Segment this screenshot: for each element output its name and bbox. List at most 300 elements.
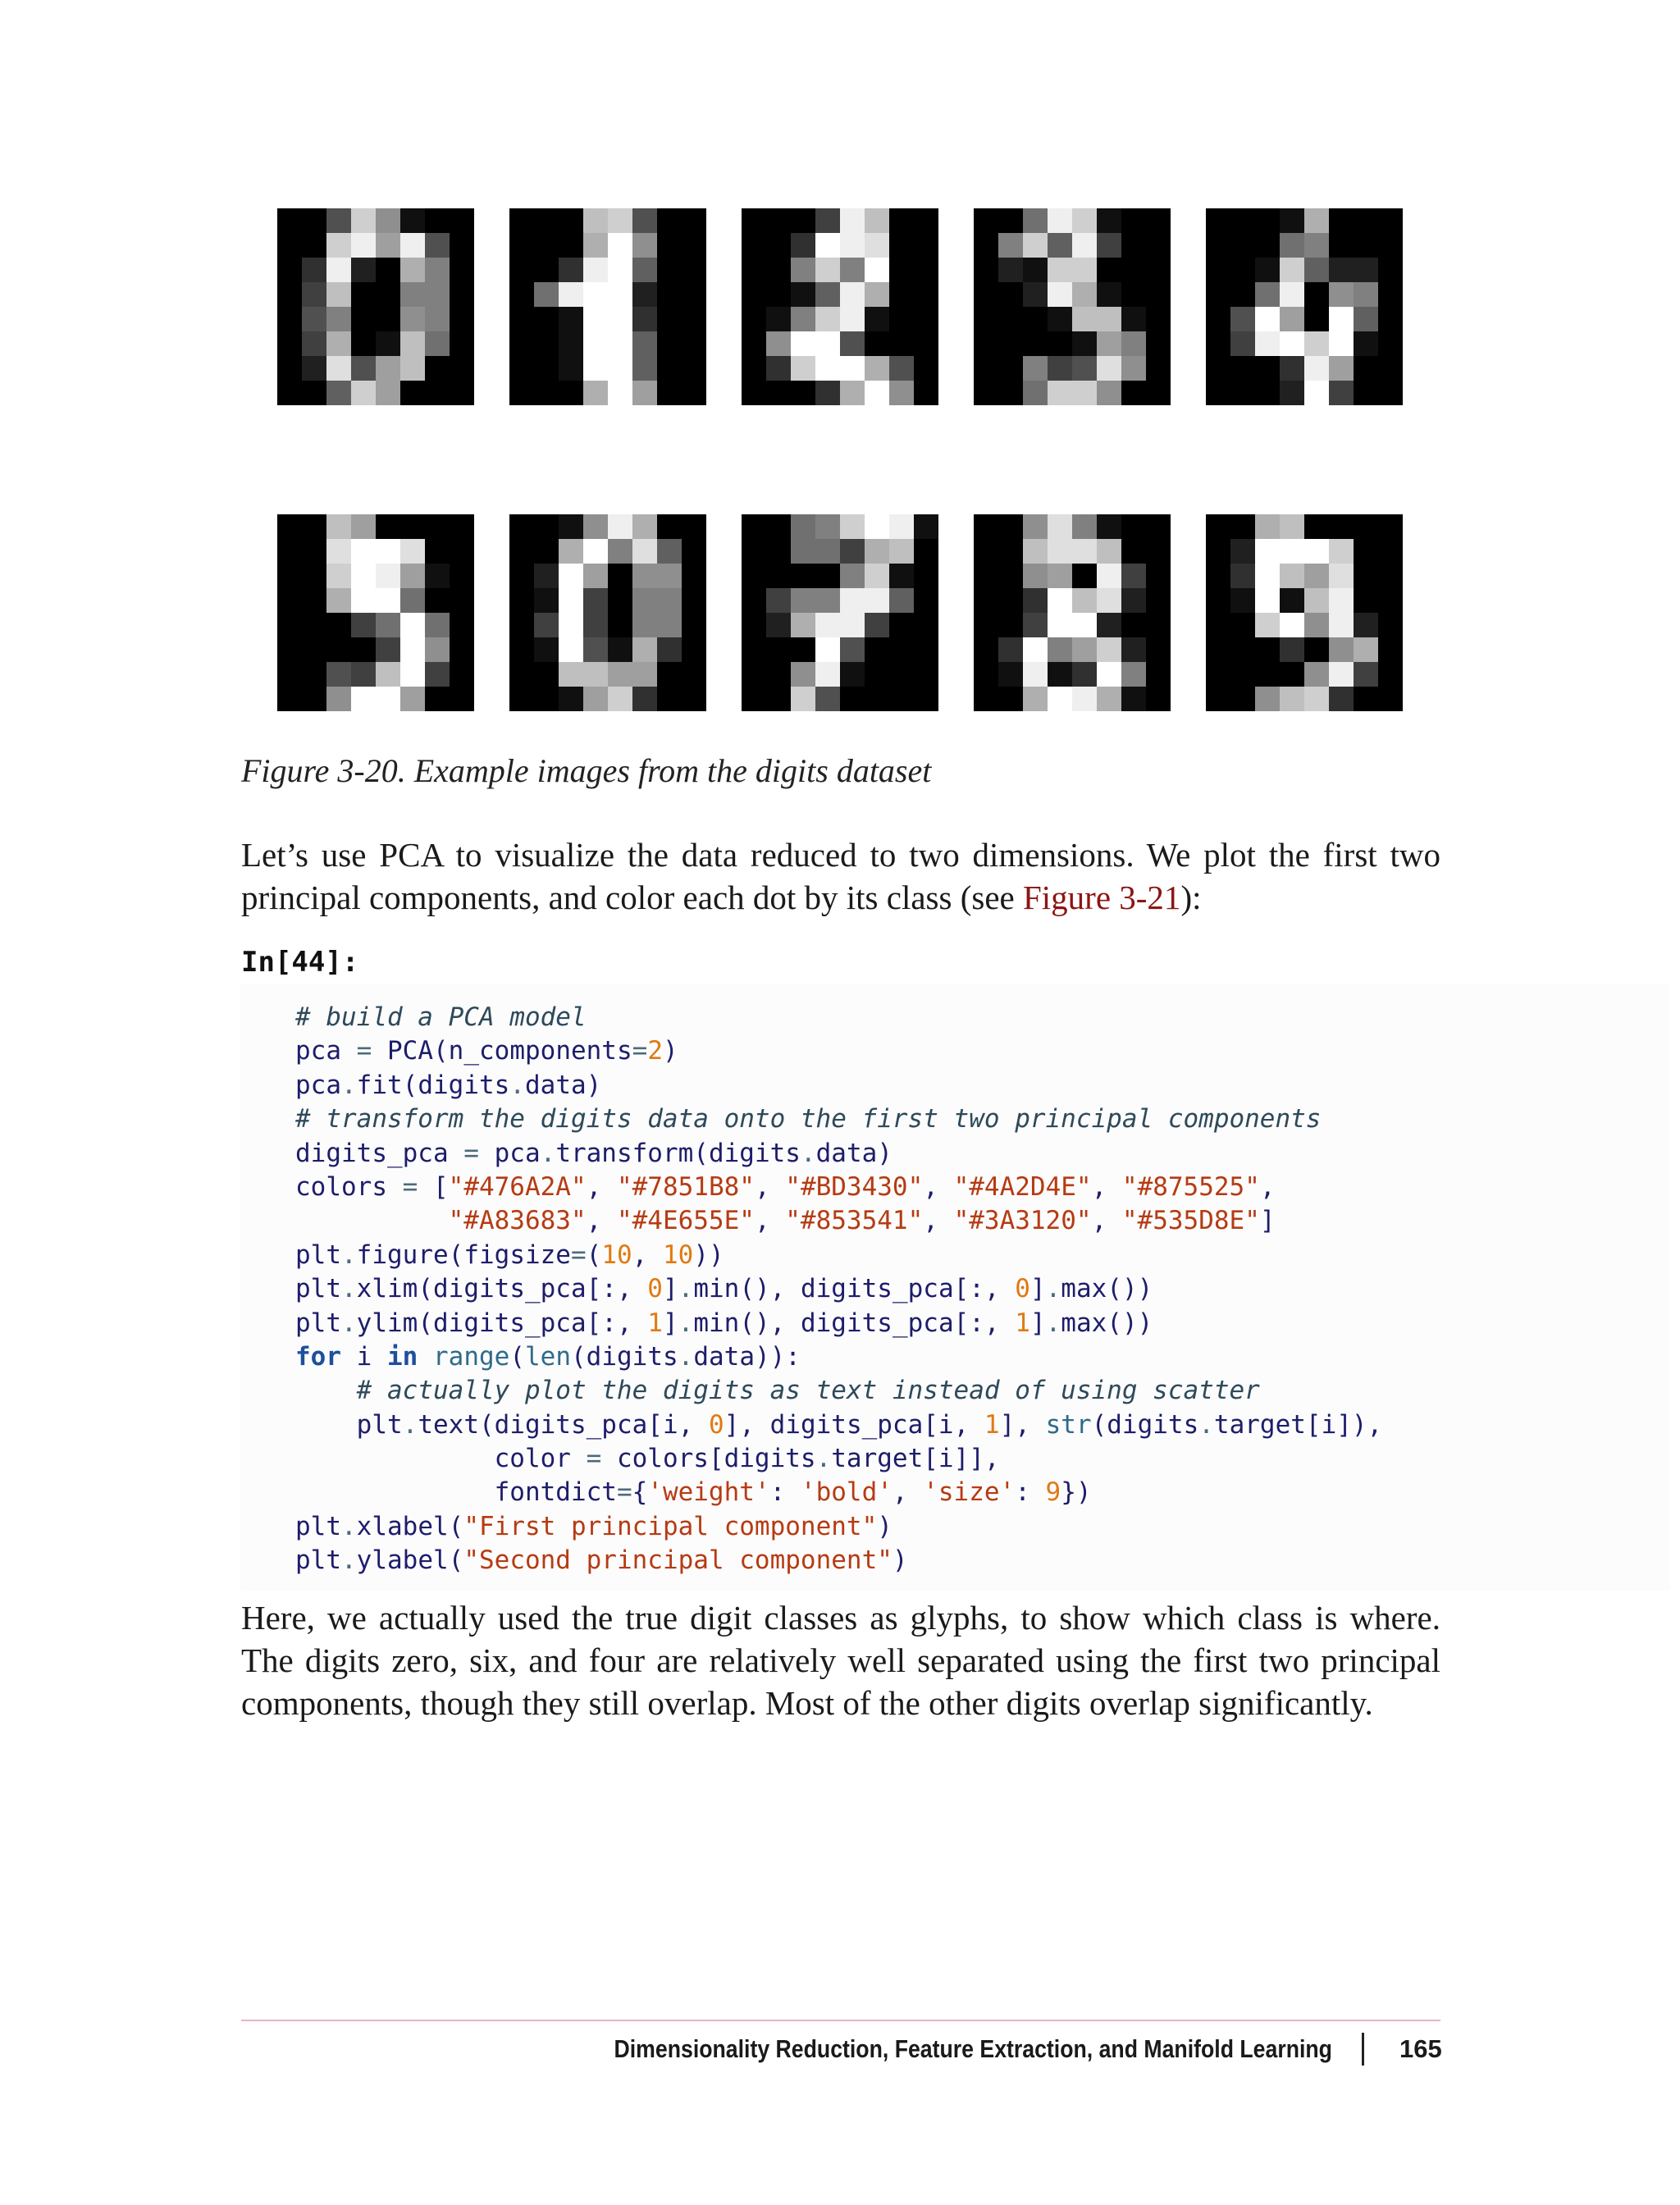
code-token: i [341, 1341, 387, 1372]
digit-image [509, 514, 706, 711]
digit-pixel [742, 258, 766, 282]
digit-pixel [657, 539, 682, 564]
code-line [295, 1272, 1382, 1306]
digit-pixel [1230, 233, 1255, 258]
digit-pixel [509, 381, 534, 405]
digit-pixel [1146, 307, 1171, 331]
digit-pixel [974, 282, 998, 307]
digit-pixel [376, 539, 400, 564]
digit-pixel [608, 282, 632, 307]
digit-pixel [559, 356, 583, 381]
digit-pixel [1023, 258, 1048, 282]
digit-pixel [534, 233, 559, 258]
code-token: . [509, 1070, 525, 1100]
paragraph-text: ): [1180, 879, 1202, 916]
digit-pixel [682, 233, 706, 258]
digit-pixel [742, 588, 766, 613]
digit-pixel [682, 687, 706, 711]
digit-pixel [583, 381, 608, 405]
digit-pixel [974, 381, 998, 405]
digit-pixel [632, 233, 657, 258]
code-token: plt [295, 1274, 341, 1304]
digit-pixel [326, 356, 351, 381]
digit-pixel [302, 539, 326, 564]
digit-pixel [376, 307, 400, 331]
digit-pixel [509, 258, 534, 282]
digit-pixel [1255, 588, 1280, 613]
digit-image [509, 208, 706, 405]
digit-pixel [766, 637, 791, 662]
digit-pixel [376, 687, 400, 711]
code-token: digits_pca [433, 1308, 587, 1338]
code-token: data [693, 1341, 755, 1372]
digit-pixel [914, 613, 938, 637]
digit-pixel [914, 282, 938, 307]
digit-pixel [326, 662, 351, 687]
code-token: = [448, 1138, 495, 1168]
digit-pixel [608, 233, 632, 258]
digit-pixel [1097, 514, 1121, 539]
digit-pixel [766, 613, 791, 637]
digit-pixel [766, 514, 791, 539]
digit-pixel [509, 233, 534, 258]
digit-pixel [840, 539, 865, 564]
digit-pixel [450, 258, 474, 282]
code-token: ( [586, 1239, 602, 1270]
digit-pixel [1354, 514, 1378, 539]
digit-pixel [1354, 613, 1378, 637]
digit-pixel [998, 331, 1023, 356]
code-token: max [1061, 1274, 1107, 1304]
digit-pixel [583, 282, 608, 307]
digit-pixel [1023, 331, 1048, 356]
code-token [418, 1342, 433, 1372]
digit-pixel [791, 331, 815, 356]
digit-pixel [1329, 662, 1354, 687]
digit-pixel [559, 662, 583, 687]
digit-pixel [865, 258, 889, 282]
digit-pixel [1304, 233, 1329, 258]
digit-image [742, 208, 938, 405]
digit-pixel [277, 539, 302, 564]
code-line [295, 1340, 1382, 1374]
digit-pixel [766, 331, 791, 356]
digit-pixel [559, 687, 583, 711]
code-token: plt [295, 1409, 403, 1440]
digit-pixel [1097, 282, 1121, 307]
digit-pixel [509, 282, 534, 307]
digit-pixel [1146, 331, 1171, 356]
digit-pixel [632, 637, 657, 662]
digit-pixel [425, 282, 450, 307]
code-token: range [433, 1341, 510, 1372]
digit-pixel [998, 687, 1023, 711]
code-token: . [1198, 1409, 1214, 1440]
code-token: ( [418, 1274, 433, 1304]
code-token: . [341, 1239, 357, 1270]
digit-pixel [509, 687, 534, 711]
code-line [295, 1171, 1382, 1204]
digit-pixel [657, 687, 682, 711]
code-token: [i]], [923, 1444, 1000, 1474]
code-token: , [892, 1477, 924, 1508]
digit-pixel [998, 282, 1023, 307]
digit-pixel [326, 588, 351, 613]
digit-image [277, 208, 474, 405]
digit-pixel [1354, 539, 1378, 564]
code-token: . [678, 1341, 694, 1372]
digit-pixel [583, 258, 608, 282]
digit-pixel [1121, 564, 1146, 588]
digit-pixel [914, 331, 938, 356]
digit-pixel [1206, 282, 1230, 307]
digit-pixel [277, 637, 302, 662]
code-token: [:, [953, 1274, 1016, 1304]
digit-pixel [376, 381, 400, 405]
digit-pixel [815, 331, 840, 356]
digit-pixel [742, 307, 766, 331]
code-token: [ [708, 1444, 724, 1474]
digit-pixel [815, 637, 840, 662]
digit-pixel [326, 381, 351, 405]
digit-pixel [1378, 233, 1403, 258]
code-line [295, 1408, 1382, 1442]
code-token: 'weight' [647, 1477, 770, 1508]
code-token: . [1045, 1274, 1061, 1304]
digit-pixel [583, 637, 608, 662]
code-token: digits_pca [800, 1274, 954, 1304]
digit-pixel [889, 564, 914, 588]
code-token: ( [509, 1341, 525, 1372]
code-token: , [1091, 1171, 1122, 1202]
digit-pixel [815, 356, 840, 381]
digit-pixel [450, 356, 474, 381]
code-token: "Second principal component" [463, 1545, 892, 1576]
code-token: digits [1107, 1409, 1199, 1440]
code-token: = [341, 1036, 387, 1066]
digit-image [1206, 208, 1403, 405]
digit-pixel [559, 539, 583, 564]
digit-pixel [1023, 539, 1048, 564]
digit-pixel [914, 539, 938, 564]
digit-pixel [632, 564, 657, 588]
digit-pixel [326, 539, 351, 564]
digit-pixel [559, 208, 583, 233]
code-token: ( [448, 1545, 464, 1576]
digit-pixel [351, 687, 376, 711]
digit-pixel [865, 588, 889, 613]
code-line [295, 1374, 1382, 1408]
code-token: max [1061, 1308, 1107, 1338]
figure-caption: Figure 3-20. Example images from the digits dataset [241, 752, 932, 789]
digit-pixel [742, 331, 766, 356]
digit-pixel [791, 613, 815, 637]
digit-pixel [302, 356, 326, 381]
digit-pixel [326, 514, 351, 539]
digit-pixel [1304, 687, 1329, 711]
code-token: . [402, 1409, 418, 1440]
digit-pixel [815, 514, 840, 539]
code-line [295, 1510, 1382, 1544]
code-listing [295, 1001, 1382, 1578]
digit-pixel [889, 662, 914, 687]
code-token: target [1213, 1409, 1306, 1440]
code-token: fontdict [295, 1477, 617, 1508]
figure-reference-link[interactable]: Figure 3-21 [1022, 879, 1181, 916]
digit-pixel [1280, 662, 1304, 687]
digit-pixel [509, 662, 534, 687]
digit-pixel [865, 514, 889, 539]
digit-pixel [865, 539, 889, 564]
code-line [295, 1239, 1382, 1272]
code-token: 0 [1015, 1274, 1030, 1304]
digit-pixel [914, 233, 938, 258]
digit-pixel [277, 687, 302, 711]
digit-pixel [865, 381, 889, 405]
digit-pixel [534, 613, 559, 637]
digit-pixel [815, 539, 840, 564]
digit-pixel [534, 282, 559, 307]
digit-pixel [865, 356, 889, 381]
digit-pixel [1329, 331, 1354, 356]
digit-pixel [889, 307, 914, 331]
code-token: plt [295, 1511, 341, 1541]
digit-pixel [608, 637, 632, 662]
digit-pixel [450, 208, 474, 233]
code-line [295, 1034, 1382, 1068]
code-line [295, 1442, 1382, 1476]
digit-pixel [1255, 208, 1280, 233]
digit-pixel [351, 258, 376, 282]
digit-pixel [450, 331, 474, 356]
digit-pixel [450, 637, 474, 662]
digit-pixel [657, 307, 682, 331]
digit-pixel [1329, 282, 1354, 307]
digit-pixel [1280, 613, 1304, 637]
code-token: [:, [953, 1308, 1016, 1338]
digit-pixel [277, 233, 302, 258]
digit-pixel [1048, 356, 1072, 381]
digit-pixel [326, 331, 351, 356]
digit-pixel [1354, 258, 1378, 282]
digit-pixel [889, 539, 914, 564]
digit-pixel [791, 687, 815, 711]
digit-pixel [1206, 233, 1230, 258]
digit-pixel [302, 687, 326, 711]
code-token: for [295, 1341, 341, 1372]
digit-pixel [974, 514, 998, 539]
digit-pixel [1230, 588, 1255, 613]
digit-pixel [1354, 356, 1378, 381]
digit-pixel [376, 662, 400, 687]
code-token: . [678, 1274, 694, 1304]
digit-pixel [302, 208, 326, 233]
digit-pixel [351, 356, 376, 381]
digit-pixel [509, 331, 534, 356]
digit-pixel [682, 539, 706, 564]
digit-pixel [583, 208, 608, 233]
digit-pixel [791, 208, 815, 233]
digit-pixel [534, 662, 559, 687]
code-token: 10 [662, 1239, 694, 1270]
digit-image [974, 514, 1171, 711]
digit-pixel [1280, 588, 1304, 613]
digit-pixel [1230, 307, 1255, 331]
digit-pixel [1354, 381, 1378, 405]
digit-pixel [277, 331, 302, 356]
digit-pixel [1280, 637, 1304, 662]
digit-pixel [998, 307, 1023, 331]
code-token: "#4E655E" [616, 1206, 755, 1236]
digit-pixel [1097, 637, 1121, 662]
digit-pixel [425, 356, 450, 381]
digit-pixel [302, 331, 326, 356]
code-token: min [693, 1274, 740, 1304]
digit-pixel [1206, 208, 1230, 233]
code-token: xlim [356, 1274, 418, 1304]
digit-pixel [914, 687, 938, 711]
digit-pixel [1097, 539, 1121, 564]
code-token: n_components [448, 1036, 632, 1066]
digit-pixel [889, 687, 914, 711]
digit-pixel [1329, 637, 1354, 662]
code-token: [i]), [1305, 1409, 1383, 1440]
digit-pixel [766, 208, 791, 233]
digit-pixel [742, 233, 766, 258]
code-token: "#3A3120" [953, 1206, 1092, 1236]
digit-pixel [914, 258, 938, 282]
digit-pixel [559, 637, 583, 662]
digit-pixel [1354, 331, 1378, 356]
digit-pixel [632, 514, 657, 539]
code-token: colors [295, 1171, 387, 1202]
digit-pixel [791, 514, 815, 539]
digit-pixel [791, 356, 815, 381]
digit-pixel [1206, 539, 1230, 564]
digit-pixel [742, 564, 766, 588]
digit-pixel [1121, 381, 1146, 405]
digit-pixel [632, 613, 657, 637]
code-token: pca [494, 1138, 541, 1168]
digit-pixel [1255, 564, 1280, 588]
digit-pixel [657, 331, 682, 356]
digit-pixel [351, 613, 376, 637]
digit-pixel [1280, 208, 1304, 233]
digit-pixel [400, 514, 425, 539]
code-line [295, 1544, 1382, 1577]
digit-pixel [657, 356, 682, 381]
digit-pixel [1280, 282, 1304, 307]
digit-pixel [1230, 282, 1255, 307]
code-token: , [1091, 1206, 1122, 1236]
digit-pixel [326, 307, 351, 331]
code-line [295, 1204, 1382, 1238]
digit-pixel [766, 233, 791, 258]
digit-pixel [534, 539, 559, 564]
digit-pixel [509, 588, 534, 613]
digit-pixel [1097, 662, 1121, 687]
code-token: "#875525" [1121, 1171, 1260, 1202]
digit-pixel [376, 282, 400, 307]
code-token: 0 [647, 1274, 663, 1304]
code-token: transform [555, 1138, 694, 1168]
code-token: : [769, 1477, 801, 1508]
digit-pixel [1280, 539, 1304, 564]
digit-pixel [1329, 687, 1354, 711]
digit-pixel [1206, 564, 1230, 588]
digit-pixel [998, 564, 1023, 588]
code-token: ) [877, 1138, 892, 1168]
digit-pixel [1023, 381, 1048, 405]
code-token: "#853541" [785, 1206, 924, 1236]
digit-pixel [791, 662, 815, 687]
digit-pixel [450, 233, 474, 258]
digit-pixel [583, 564, 608, 588]
digit-pixel [534, 356, 559, 381]
digit-pixel [400, 331, 425, 356]
code-token: min [693, 1308, 740, 1338]
digit-pixel [1255, 381, 1280, 405]
digit-pixel [632, 307, 657, 331]
digit-pixel [425, 539, 450, 564]
code-token: 2 [647, 1036, 663, 1066]
digit-pixel [302, 613, 326, 637]
digit-pixel [559, 613, 583, 637]
code-token: = [632, 1036, 648, 1066]
digit-pixel [608, 662, 632, 687]
digit-pixel [1304, 564, 1329, 588]
digit-pixel [1304, 662, 1329, 687]
digit-pixel [1023, 514, 1048, 539]
digit-pixel [815, 564, 840, 588]
digit-pixel [425, 381, 450, 405]
paragraph-intro [241, 833, 1440, 919]
digit-pixel [1255, 307, 1280, 331]
digit-pixel [1121, 637, 1146, 662]
digit-pixel [277, 208, 302, 233]
digit-pixel [766, 381, 791, 405]
digit-pixel [608, 307, 632, 331]
code-token: . [800, 1138, 816, 1168]
code-line [295, 1102, 1382, 1136]
code-token: . [341, 1545, 357, 1576]
digit-pixel [302, 588, 326, 613]
digit-pixel [351, 588, 376, 613]
digit-pixel [974, 687, 998, 711]
digit-pixel [914, 514, 938, 539]
digit-pixel [1072, 662, 1097, 687]
digit-pixel [865, 564, 889, 588]
digit-pixel [1378, 539, 1403, 564]
digit-pixel [1072, 564, 1097, 588]
digit-pixel [326, 613, 351, 637]
digit-pixel [632, 258, 657, 282]
digit-pixel [1354, 233, 1378, 258]
digit-pixel [1255, 356, 1280, 381]
digit-pixel [742, 514, 766, 539]
digit-image [974, 208, 1171, 405]
digit-pixel [998, 381, 1023, 405]
digit-pixel [742, 637, 766, 662]
digit-pixel [974, 564, 998, 588]
digit-pixel [559, 282, 583, 307]
code-token: digits_pca [769, 1409, 924, 1440]
digit-image [1206, 514, 1403, 711]
digit-pixel [815, 233, 840, 258]
digit-pixel [1146, 258, 1171, 282]
digit-pixel [1048, 588, 1072, 613]
digit-pixel [1146, 208, 1171, 233]
